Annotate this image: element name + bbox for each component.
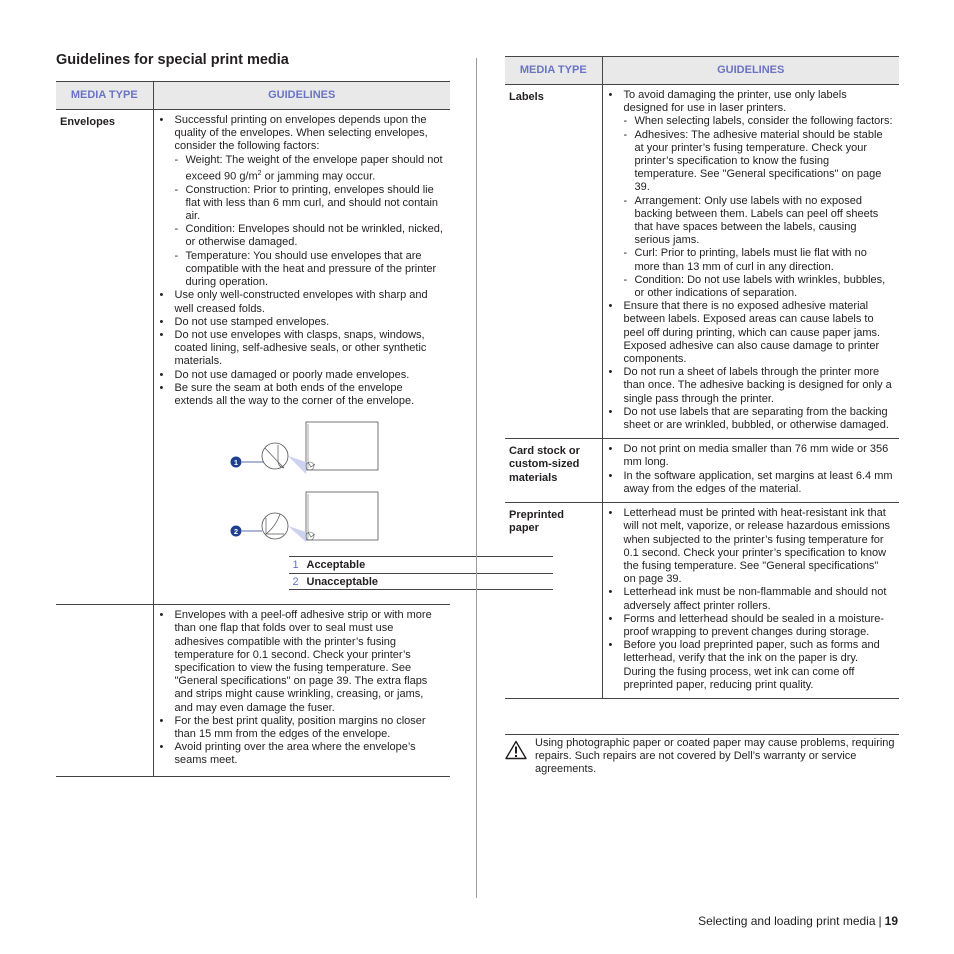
media-type-header: MEDIA TYPE [505,57,602,85]
list-item: • In the software application, set margins at least 6.4 mm away from the edges of the material. [607,470,894,496]
list-item: • Before you load preprinted paper, such as forms and letterhead, verify that the ink on the paper is dry. During the fusing process, wet ink can come off preprinted paper, reducing print quality. [607,639,894,692]
media-type-header: MEDIA TYPE [56,82,153,110]
page-number: 19 [884,914,898,928]
svg-text:2: 2 [233,527,238,537]
list-item: • Do not use labels that are separating from the backing sheet or are wrinkled, bubbled, or otherwise damaged. [607,406,894,432]
warning-triangle-icon [505,740,527,764]
labels-guidelines [602,85,899,439]
weight-text-end: or jamming may occur. [261,170,376,183]
envelope-illustration [158,418,448,558]
media-type-labels: Labels [505,85,602,439]
list-item-text: Successful printing on envelopes depends upon the quality of the envelopes. When selecting envelopes, consider the following factors: [174,114,428,153]
table-row [505,439,899,503]
list-item: - Condition: Do not use labels with wrinkles, bubbles, or other indications of separation. [624,274,894,300]
column-divider [476,58,477,898]
footer-separator: | [878,914,882,928]
table-row [505,85,899,439]
list-item: • Do not use stamped envelopes. [158,316,445,329]
list-item [175,154,445,184]
list-item: • Envelopes with a peel-off adhesive strip or with more than one flap that folds over to seal must use adhesives compatible with the printer’s fusing temperature for 0.1 second. Check your printer’s specification to view the fusing temperature. See "General specifications" on page 39. The extra flaps and strips might cause wrinkling, creasing, or jams, and may even damage the fuser. [158,609,445,715]
list-item: - Curl: Prior to printing, labels must lie flat with no more than 13 mm of curl in any direction. [624,247,894,273]
list-item: • Do not print on media smaller than 76 mm wide or 356 mm long. [607,443,894,469]
legend-label: Unacceptable [306,576,379,589]
list-item: • Do not use envelopes with clasps, snaps, windows, coated lining, self-adhesive seals, or other synthetic materials. [158,329,445,369]
left-guidelines-table [56,81,450,777]
list-item: • Letterhead must be printed with heat-resistant ink that will not melt, vaporize, or release hazardous emissions when subjected to the printer’s fusing temperature for 0.1 second. Check your printer’s specification to know the fusing temperature. See "General specifications" on page 39. [607,507,894,586]
list-item [158,114,445,289]
list-item: • Use only well-constructed envelopes with sharp and well creased folds. [158,289,445,315]
list-item-text: To avoid damaging the printer, use only labels designed for use in laser printers. [623,89,847,115]
list-item: • Do not use damaged or poorly made envelopes. [158,369,445,382]
page-footer [698,914,898,928]
table-row [56,605,450,776]
legend-label: Acceptable [306,559,366,572]
list-item: - Construction: Prior to printing, envelopes should lie flat with less than 6 mm curl, and should not contain air. [175,184,445,224]
media-type-envelopes: Envelopes [56,110,153,605]
list-item: - When selecting labels, consider the following factors: [624,115,894,128]
acceptable-envelope [230,422,378,474]
table-row [56,110,450,605]
list-item: - Adhesives: The adhesive material should be stable at your printer’s fusing temperature. Check your printer’s specification to know the fusing temperature. See "General specifications" on page 39. [624,129,894,195]
preprinted-guidelines [602,503,899,699]
superscript: 2 [257,169,262,177]
media-type-empty [56,605,153,776]
list-item: • Avoid printing over the area where the envelope’s seams meet. [158,741,445,767]
section-title: Guidelines for special print media [56,52,289,68]
envelopes-additional-guidelines [153,605,450,776]
media-type-preprinted: Preprinted paper [505,503,602,699]
footer-chapter-title: Selecting and loading print media [698,914,876,928]
list-item: • For the best print quality, position margins no closer than 15 mm from the edges of the envelope. [158,715,445,741]
legend-number: 2 [292,576,299,589]
list-item: - Condition: Envelopes should not be wrinkled, nicked, or otherwise damaged. [175,223,445,249]
weight-text: Weight: The weight of the envelope paper should not exceed 90 g/m [185,153,443,183]
table-row [505,503,899,699]
list-item [607,89,894,300]
legend-number: 1 [292,559,299,572]
unacceptable-envelope [230,492,378,542]
warning-text: Using photographic paper or coated paper may cause problems, requiring repairs. Such repairs are not covered by Dell’s warranty or service agreements. [535,737,895,776]
list-item: • Do not run a sheet of labels through the printer more than once. The adhesive backing is designed for only a single pass through the printer. [607,366,894,406]
list-item: • Ensure that there is no exposed adhesive material between labels. Exposed areas can cause labels to peel off during printing, which can cause paper jams. Exposed adhesive can also cause damage to printer components. [607,300,894,366]
warning-note [505,734,899,777]
guidelines-header: GUIDELINES [153,82,450,110]
svg-text:1: 1 [233,458,238,468]
list-item: - Temperature: You should use envelopes that are compatible with the heat and pressure of the printer during operation. [175,250,445,290]
list-item: • Forms and letterhead should be sealed in a moisture-proof wrapping to prevent changes during storage. [607,613,894,639]
media-type-card-stock: Card stock or custom-sized materials [505,439,602,503]
envelope-seam-figure [158,418,445,598]
list-item: - Arrangement: Only use labels with no exposed backing between them. Labels can peel off sheets that have spaces between the labels, causing serious jams. [624,195,894,248]
guidelines-header: GUIDELINES [602,57,899,85]
envelopes-guidelines [153,110,450,605]
card-stock-guidelines [602,439,899,503]
right-guidelines-table [505,56,899,699]
list-item: • Be sure the seam at both ends of the envelope extends all the way to the corner of the envelope. [158,382,445,408]
list-item: • Letterhead ink must be non-flammable and should not adversely affect printer rollers. [607,586,894,612]
